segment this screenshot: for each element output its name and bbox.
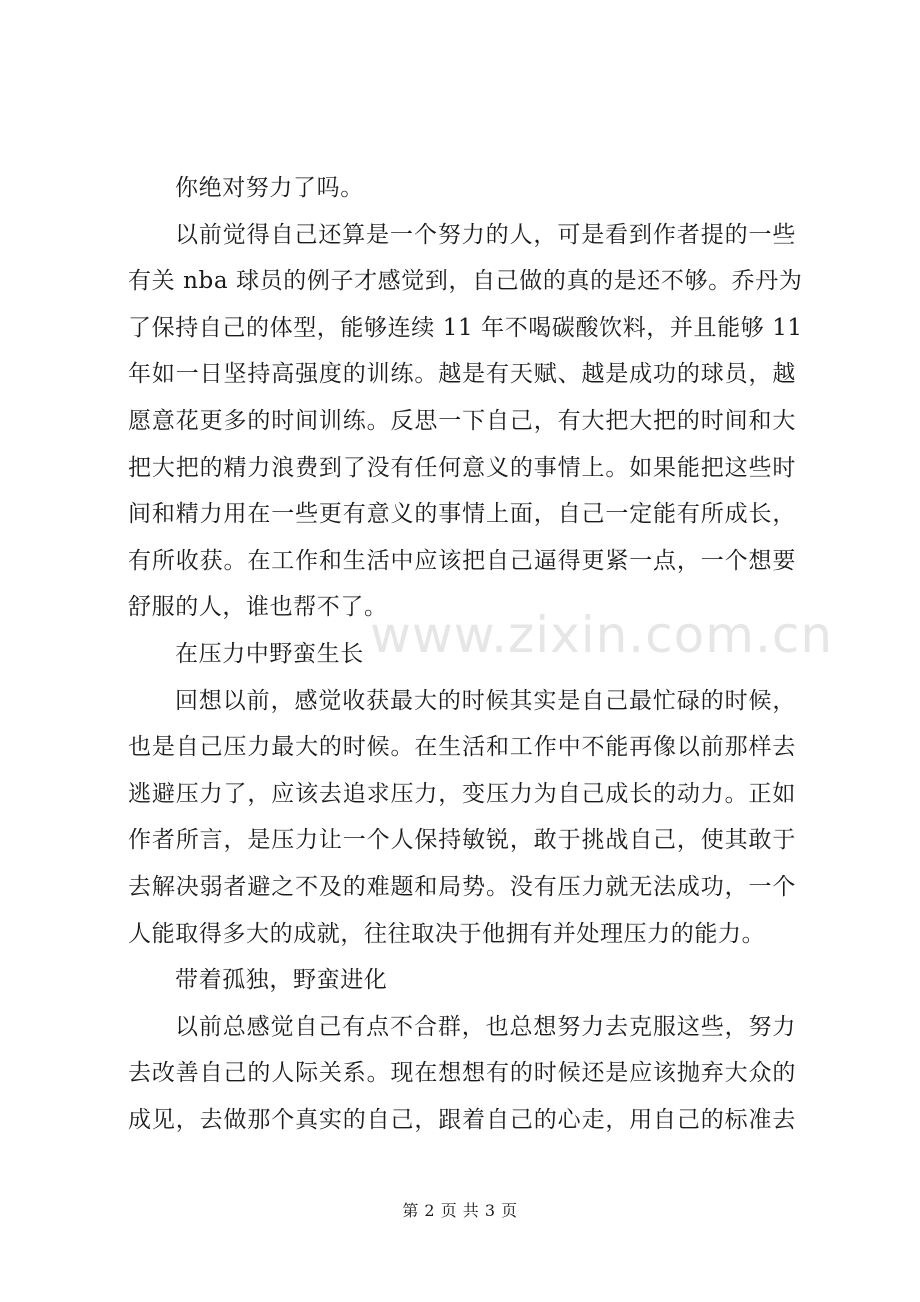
paragraph-line: 回想以前，感觉收获最大的时候其实是自己最忙碌的时候， [175, 687, 796, 714]
paragraph-line: 年如一日坚持高强度的训练。越是有天赋、越是成功的球员，越 [128, 361, 796, 388]
paragraph-line: 间和精力用在一些更有意义的事情上面，自己一定能有所成长， [128, 501, 796, 528]
paragraph-line: 人能取得多大的成就，往往取决于他拥有并处理压力的能力。 [128, 920, 766, 947]
paragraph-line: 了保持自己的体型，能够连续 11 年不喝碳酸饮料，并且能够 11 [128, 314, 803, 341]
document-body [128, 165, 803, 1143]
paragraph-line: 以前觉得自己还算是一个努力的人，可是看到作者提的一些 [175, 221, 796, 248]
watermark: www.zixin.com.cn [370, 606, 834, 664]
paragraph-line: 把大把的精力浪费到了没有任何意义的事情上。如果能把这些时 [128, 454, 796, 481]
section-heading: 带着孤独，野蛮进化 [175, 967, 388, 994]
section-heading: 在压力中野蛮生长 [175, 640, 364, 667]
paragraph-line: 去解决弱者避之不及的难题和局势。没有压力就无法成功，一个 [128, 873, 796, 900]
paragraph-line: 以前总感觉自己有点不合群，也总想努力去克服这些，努力 [175, 1013, 796, 1040]
paragraph-line: 作者所言，是压力让一个人保持敏锐，敢于挑战自己，使其敢于 [128, 827, 796, 854]
paragraph-line: 有关 nba 球员的例子才感觉到，自己做的真的是还不够。乔丹为 [128, 268, 803, 295]
page-footer: 第 2 页 共 3 页 [402, 1201, 518, 1220]
paragraph-line: 舒服的人，谁也帮不了。 [128, 594, 388, 621]
paragraph-line: 你绝对努力了吗。 [175, 175, 364, 201]
paragraph-line: 有所收获。在工作和生活中应该把自己逼得更紧一点，一个想要 [128, 547, 796, 574]
paragraph-line: 愿意花更多的时间训练。反思一下自己，有大把大把的时间和大 [128, 407, 796, 434]
paragraph-line: 也是自己压力最大的时候。在生活和工作中不能再像以前那样去 [128, 734, 796, 761]
paragraph-line: 逃避压力了，应该去追求压力，变压力为自己成长的动力。正如 [128, 780, 796, 807]
paragraph-line: 去改善自己的人际关系。现在想想有的时候还是应该抛弃大众的 [128, 1060, 796, 1087]
paragraph-line: 成见，去做那个真实的自己，跟着自己的心走，用自己的标准去 [128, 1106, 796, 1133]
